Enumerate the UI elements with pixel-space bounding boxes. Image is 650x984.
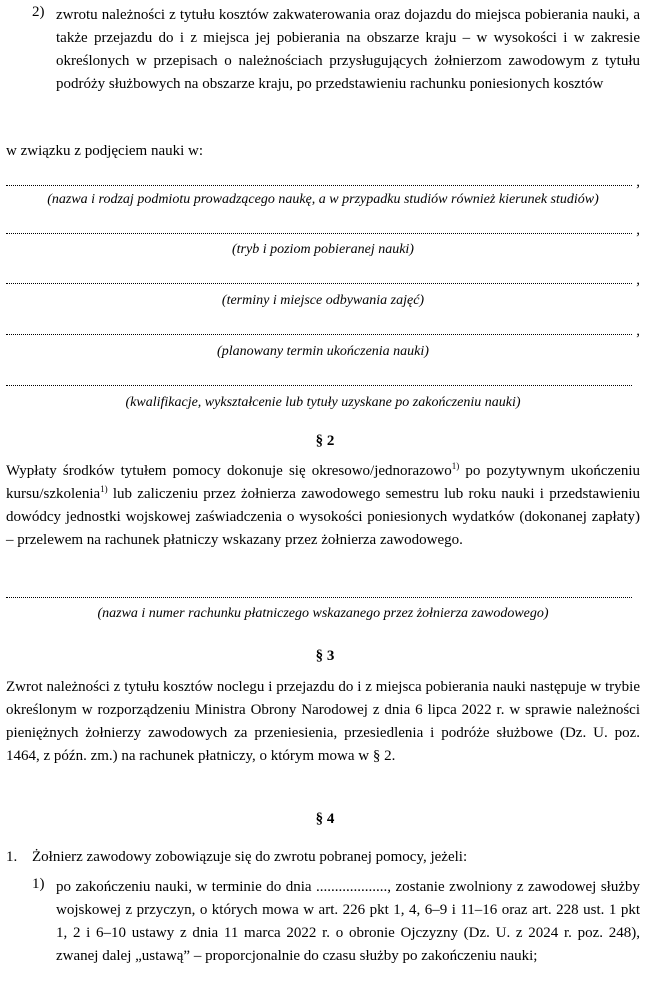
- caption-end-date: (planowany termin ukończenia nauki): [217, 344, 429, 359]
- caption-institution: (nazwa i rodzaj podmiotu prowadzącego naukę, a w przypadku studiów również kierunek studiów): [47, 192, 599, 207]
- subpoint-number: 1): [32, 876, 45, 892]
- caption-bank-account: (nazwa i numer rachunku płatniczego wskazanego przez żołnierza zawodowego): [97, 606, 549, 621]
- footnote-marker: 1): [451, 461, 460, 471]
- fill-line-mode[interactable]: [6, 218, 640, 238]
- fill-line-schedule[interactable]: [6, 268, 640, 288]
- section-2-text: Wypłaty środków tytułem pomocy dokonuje się okresowo/jednorazowo$^{1)}$ po pozytywnym ukończeniu kursu/szkolenia$^{1)}$ lub zaliczeniu przez żołnierza zawodowego semestru lub roku nauki i przedstawieniu dowódcy jednostki wojskowej zaświadczenia o wysokości poniesionych wydatków (dokonanej zapłaty) – przelewem na rachunek płatniczy wskazany przez żołnierza zawodowego.: [6, 461, 641, 548]
- caption-mode: (tryb i poziom pobieranej nauki): [232, 242, 414, 257]
- item-text: zwrotu należności z tytułu kosztów zakwaterowania oraz dojazdu do miejsca pobierania nauki, a także przejazdu do i z miejsca jej pobierania na obszarze kraju – w wysokości i w zakresie określonych w przepisach o należnościach przysługujących żołnierzom zawodowym z tytułu podróży służbowych na obszarze kraju, po przedstawieniu rachunku poniesionych kosztów: [56, 7, 640, 92]
- fill-line-qualifications[interactable]: [6, 370, 640, 390]
- comma: ,: [636, 222, 640, 238]
- comma: ,: [636, 174, 640, 190]
- list-item-2: [32, 4, 640, 96]
- section-4-point-1: [6, 846, 640, 869]
- caption-qualifications: (kwalifikacje, wykształcenie lub tytuły uzyskane po zakończeniu nauki): [125, 395, 521, 410]
- section-heading-2: § 2: [315, 433, 335, 449]
- caption-schedule: (terminy i miejsce odbywania zajęć): [221, 293, 425, 308]
- section-heading-3: § 3: [315, 648, 335, 664]
- comma: ,: [636, 323, 640, 339]
- section-4-subpoint-1: [32, 876, 640, 968]
- comma: ,: [636, 272, 640, 288]
- fill-line-end-date[interactable]: [6, 319, 640, 339]
- point-number: 1.: [6, 849, 18, 865]
- point-text: Żołnierz zawodowy zobowiązuje się do zwrotu pobranej pomocy, jeżeli:: [32, 849, 468, 865]
- fill-line-bank-account[interactable]: [6, 582, 640, 602]
- intro-text: w związku z podjęciem nauki w:: [6, 143, 204, 159]
- footnote-marker: 1): [100, 484, 108, 494]
- item-number: 2): [32, 4, 45, 20]
- fill-line-institution[interactable]: [6, 170, 640, 190]
- section-3-text: Zwrot należności z tytułu kosztów noclegu i przejazdu do i z miejsca pobierania nauki następuje w trybie określonym w rozporządzeniu Ministra Obrony Narodowej z dnia 6 lipca 2022 r. w sprawie należności pieniężnych żołnierzy zawodowych za przeniesienia, przesiedlenia i podróże służbowe (Dz. U. poz. 1464, z późn. zm.) na rachunek płatniczy, o którym mowa w § 2.: [6, 679, 640, 764]
- subpoint-text: po zakończeniu nauki, w terminie do dnia ..................., zostanie zwolniony z zawodowej służby wojskowej z przyczyn, o których mowa w art. 226 pkt 1, 4, 6–9 i 11–16 oraz art. 228 ust. 1 pkt 1, 2 i 6–10 ustawy z dnia 11 marca 2022 r. o obronie Ojczyzny (Dz. U. z 2024 r. poz. 248), zwanej dalej „ustawą” – proporcjonalnie do czasu służby po zakończeniu nauki;: [56, 879, 640, 964]
- section-heading-4: § 4: [315, 811, 335, 827]
